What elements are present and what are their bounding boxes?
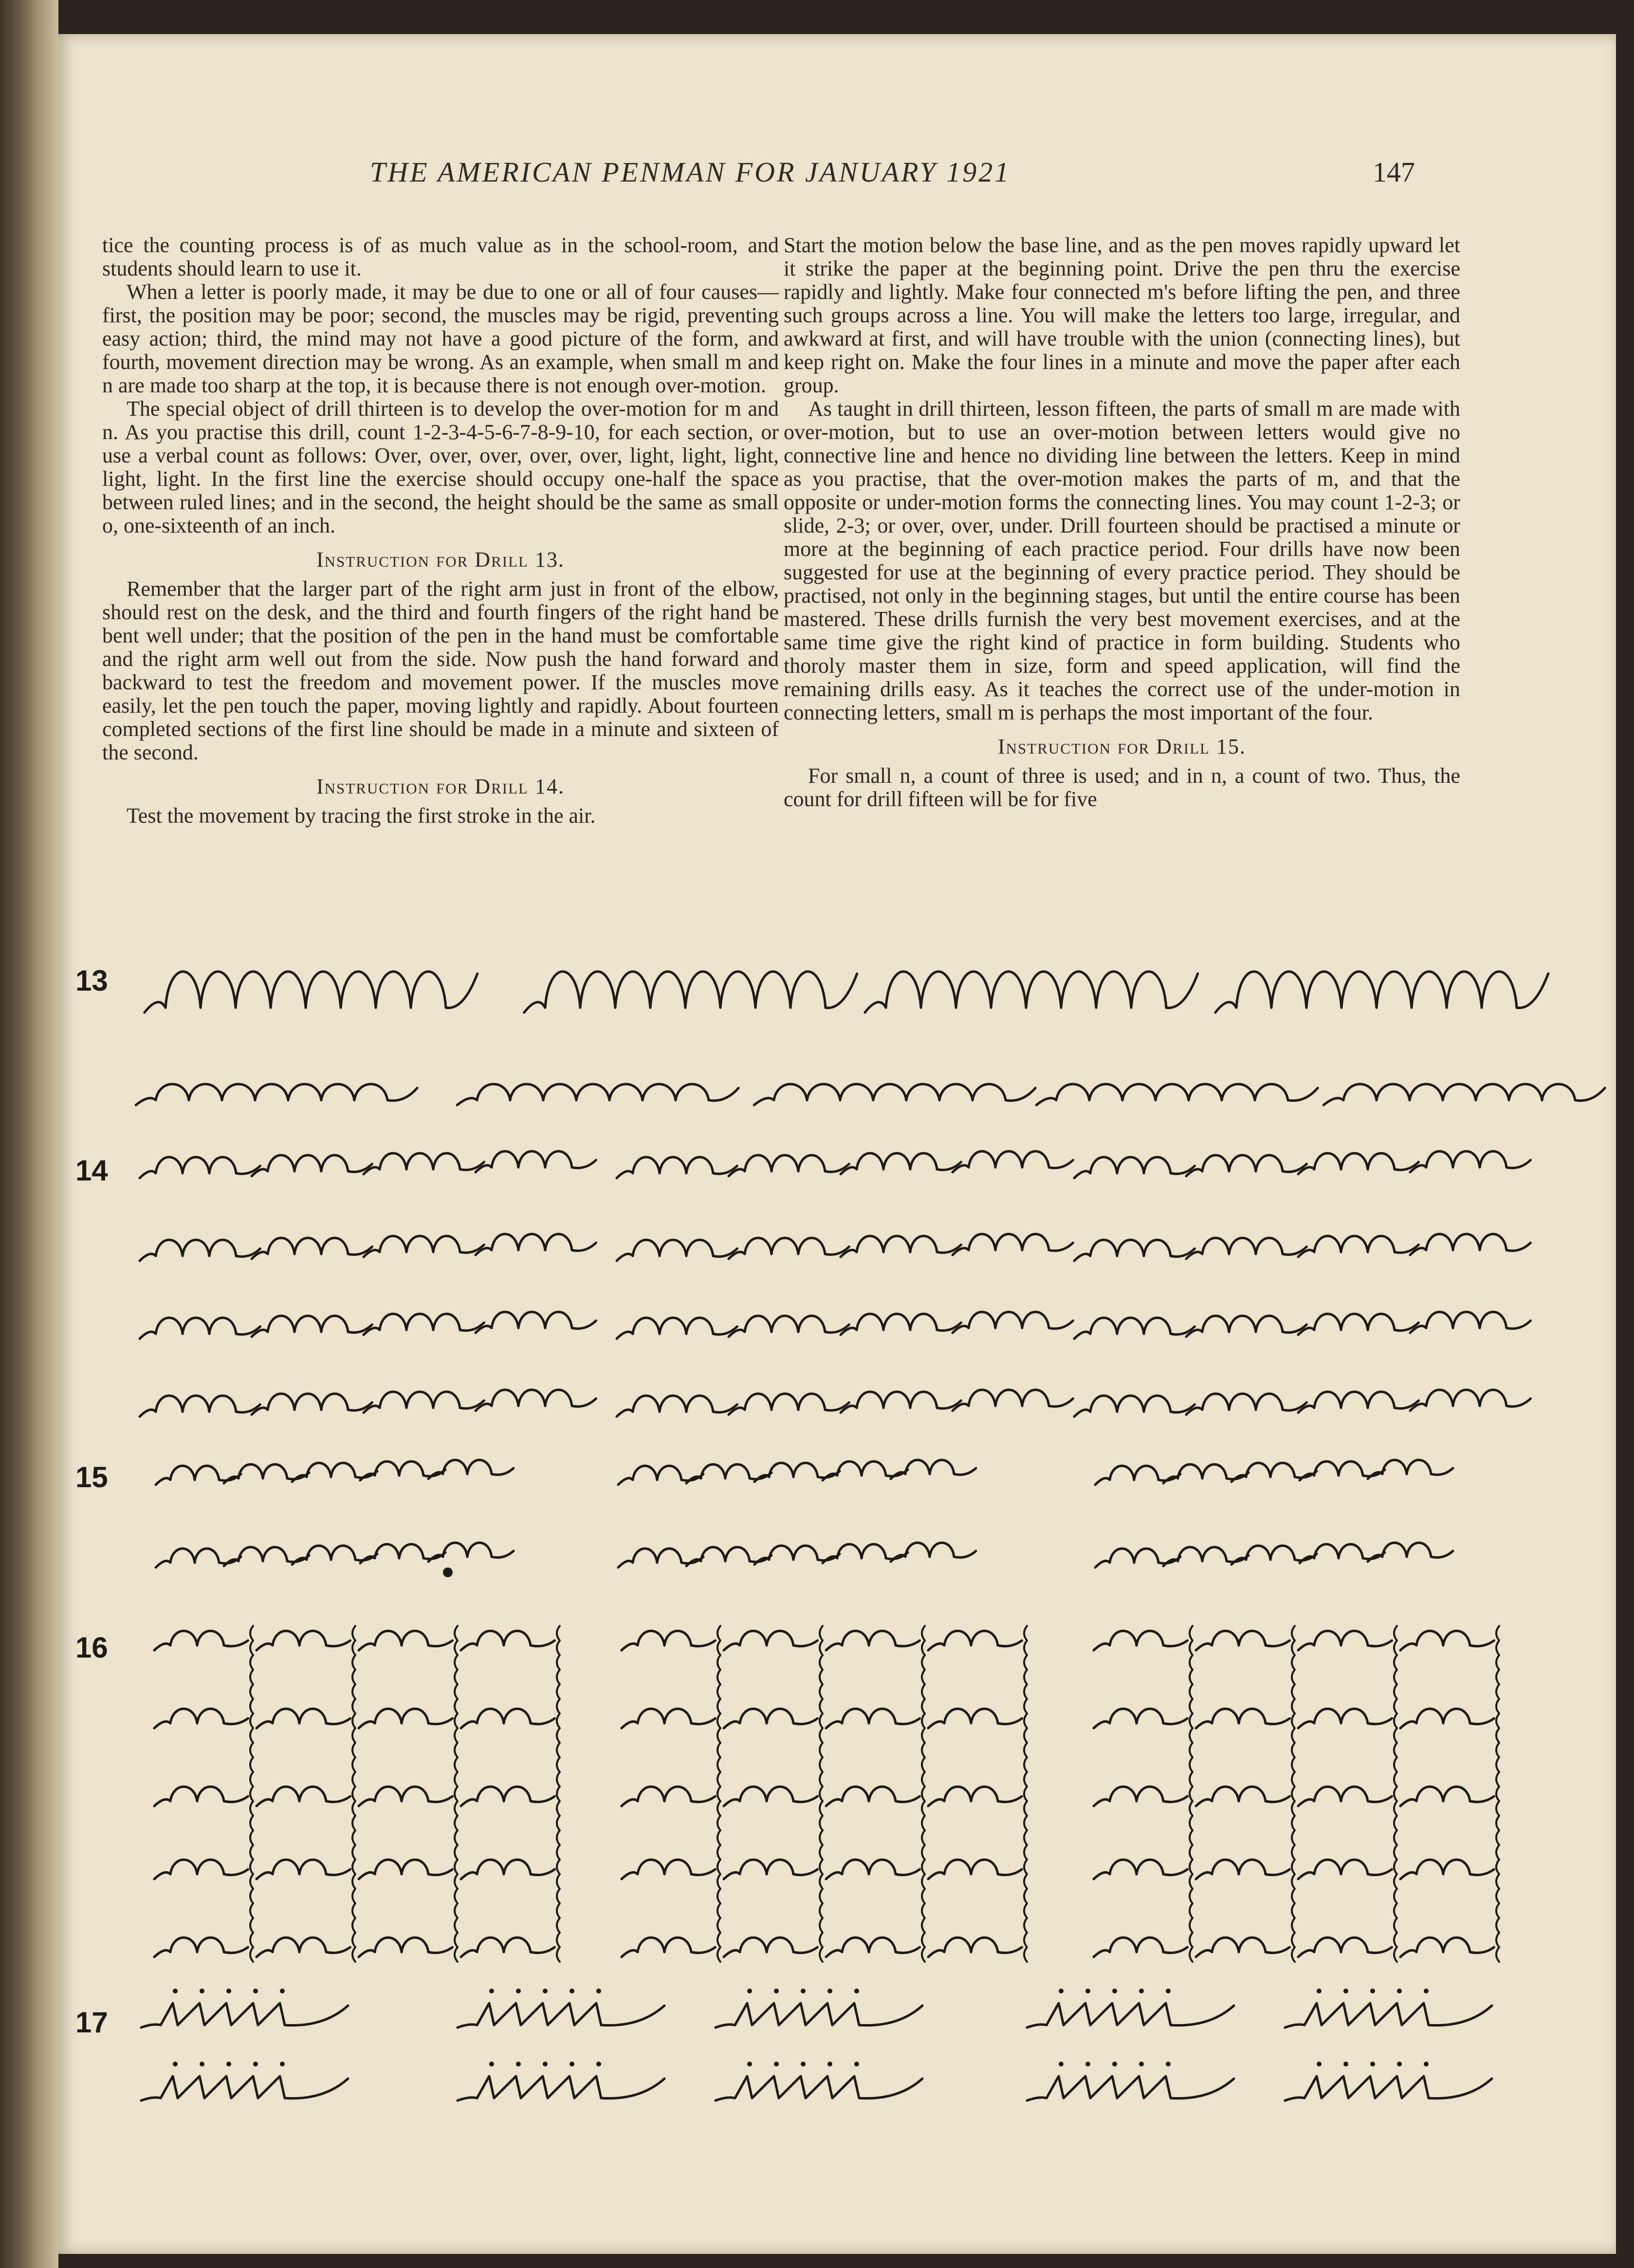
drill-14-letter	[841, 1314, 961, 1335]
paragraph: For small n, a count of three is used; and in n, a count of two. Thus, the count for drill fifteen will be for five	[784, 764, 1460, 811]
drill-14-letter	[476, 1151, 596, 1172]
i-dot	[516, 2062, 521, 2066]
i-dot	[1085, 2062, 1090, 2066]
drill-14-letter	[729, 1394, 849, 1415]
drill-14-letter	[1298, 1153, 1419, 1174]
drill-14-letter	[252, 1238, 372, 1259]
i-dot	[854, 1989, 859, 1993]
drill-16-letter	[724, 1787, 818, 1806]
page-number: 147	[1373, 156, 1415, 188]
i-dot	[1112, 1989, 1117, 1993]
drill-16-letter	[1298, 1787, 1392, 1806]
drill-16-letter	[826, 1937, 920, 1957]
i-dot	[1166, 1989, 1171, 1993]
drill-14-letter	[364, 1153, 484, 1174]
drill-16-connector	[1394, 1626, 1397, 1962]
drill-14-letter	[1074, 1396, 1195, 1417]
drill-16-letter	[622, 1787, 716, 1806]
i-dot	[1397, 1989, 1402, 1993]
drill-14-letter	[140, 1396, 260, 1417]
drill-16-letter	[359, 1860, 453, 1879]
drill-17-group	[1027, 2003, 1234, 2028]
drill-16-letter	[461, 1709, 555, 1728]
drill-16-connector	[1190, 1626, 1193, 1962]
drill-16-connector	[1496, 1626, 1499, 1962]
left-text-column	[102, 234, 779, 828]
drill-16-connector	[557, 1626, 560, 1962]
drill-16-letter	[1196, 1631, 1290, 1650]
drill-14-letter	[1186, 1394, 1307, 1415]
book-binding-edge	[0, 0, 58, 2268]
i-dot	[1397, 2062, 1402, 2066]
drill-13-group	[754, 1084, 1035, 1105]
paragraph: When a letter is poorly made, it may be due to one or all of four causes—first, the position may be poor; second, the muscles may be rigid, preventing easy action; third, the mind may not have a good picture of the form, and fourth, movement direction may be wrong. As an example, when small m and n are made too sharp at the top, it is because there is not enough over-motion.	[102, 280, 779, 397]
drill-15-letter	[1163, 1547, 1248, 1566]
i-dot	[854, 2062, 859, 2066]
i-dot	[1424, 2062, 1429, 2066]
drill-14-letter	[617, 1318, 737, 1339]
drill-16-letter	[1094, 1631, 1188, 1650]
ink-dot	[443, 1567, 453, 1577]
drill-16-letter	[826, 1631, 920, 1650]
drill-17-group	[458, 2003, 664, 2028]
drill-16-letter	[1196, 1860, 1290, 1879]
drill-16-letter	[724, 1937, 818, 1957]
i-dot	[801, 2062, 806, 2066]
i-dot	[543, 2062, 548, 2066]
drill-15-letter	[224, 1464, 309, 1483]
drill-15-letter	[360, 1461, 445, 1480]
drill-16-letter	[1196, 1937, 1290, 1957]
drill-16-letter	[928, 1860, 1022, 1879]
i-dot	[1370, 1989, 1375, 1993]
drill-16-connector	[352, 1626, 355, 1962]
drill-15-letter	[1231, 1546, 1317, 1565]
i-dot	[774, 1989, 779, 1993]
drill-13-group	[1215, 972, 1548, 1013]
i-dot	[543, 1989, 548, 1993]
drill-14-letter	[1186, 1316, 1307, 1337]
drill-14-letter	[1074, 1318, 1195, 1339]
drill-14-letter	[364, 1314, 484, 1335]
drill-14-letter	[140, 1157, 260, 1178]
drill-15-letter	[292, 1463, 377, 1482]
drill-15-letter	[823, 1544, 908, 1563]
drill-14-letter	[476, 1234, 596, 1255]
drill-16-letter	[1400, 1787, 1494, 1806]
drill-13-group	[1323, 1084, 1605, 1105]
drill-15-letter	[891, 1543, 976, 1562]
drill-15-letter	[428, 1460, 514, 1479]
drill-16-letter	[154, 1860, 248, 1879]
drill-16-letter	[622, 1631, 716, 1650]
drill-16-letter	[1400, 1709, 1494, 1728]
drill-14-letter	[1410, 1151, 1531, 1172]
drill-16-letter	[724, 1709, 818, 1728]
i-dot	[747, 1989, 752, 1993]
drill-15-letter	[1368, 1543, 1453, 1562]
drill-16-letter	[724, 1860, 818, 1879]
drill-14-letter	[364, 1236, 484, 1257]
drill-15-letter	[428, 1543, 514, 1562]
drill-14-letter	[1410, 1390, 1531, 1411]
drill-16-letter	[257, 1631, 350, 1650]
drill-label-14: 14	[75, 1154, 108, 1187]
i-dot	[596, 2062, 601, 2066]
drill-16-letter	[359, 1709, 453, 1728]
drill-16-letter	[154, 1937, 248, 1957]
drill-14-letter	[1298, 1392, 1419, 1413]
drill-14-letter	[476, 1390, 596, 1411]
drill-16-letter	[1094, 1937, 1188, 1957]
drill-label-17: 17	[75, 2006, 108, 2039]
drill-16-letter	[1400, 1631, 1494, 1650]
paragraph: Test the movement by tracing the first stroke in the air.	[127, 804, 596, 828]
drill-15-letter	[224, 1547, 309, 1566]
i-dot	[226, 2062, 231, 2066]
drill-14-letter	[841, 1236, 961, 1257]
drill-15-letter	[1163, 1464, 1248, 1483]
i-dot	[280, 2062, 285, 2066]
drill-16-letter	[1298, 1631, 1392, 1650]
drill-15-letter	[1095, 1466, 1180, 1485]
drill-15-letter	[292, 1546, 377, 1565]
i-dot	[516, 1989, 521, 1993]
right-text-column	[784, 234, 1460, 811]
i-dot	[1059, 1989, 1064, 1993]
drill-16-letter	[724, 1631, 818, 1650]
drill-15-letter	[1300, 1544, 1385, 1563]
drill-14-letter	[1074, 1240, 1195, 1261]
i-dot	[1112, 2062, 1117, 2066]
i-dot	[774, 2062, 779, 2066]
script-exercise-drawing	[58, 940, 1616, 2157]
drill-15-letter	[1300, 1461, 1385, 1480]
drill-16-letter	[928, 1631, 1022, 1650]
i-dot	[747, 2062, 752, 2066]
drill-14-letter	[729, 1316, 849, 1337]
i-dot	[569, 1989, 574, 1993]
drill-15-letter	[360, 1544, 445, 1563]
drill-16-letter	[461, 1631, 555, 1650]
drill-14-letter	[617, 1396, 737, 1417]
drill-13-group	[524, 972, 857, 1013]
drill-16-letter	[1094, 1860, 1188, 1879]
i-dot	[801, 1989, 806, 1993]
drill-16-letter	[154, 1709, 248, 1728]
i-dot	[489, 1989, 494, 1993]
i-dot	[226, 1989, 231, 1993]
section-heading: Instruction for Drill 14.	[316, 774, 565, 798]
drill-14-letter	[1186, 1155, 1307, 1176]
drill-16-letter	[622, 1709, 716, 1728]
drill-16-letter	[1298, 1709, 1392, 1728]
i-dot	[1166, 2062, 1171, 2066]
i-dot	[596, 1989, 601, 1993]
drill-15-letter	[754, 1546, 840, 1565]
drill-16-letter	[826, 1860, 920, 1879]
i-dot	[280, 1989, 285, 1993]
i-dot	[173, 2062, 178, 2066]
i-dot	[1343, 2062, 1348, 2066]
drill-16-letter	[359, 1787, 453, 1806]
section-heading: Instruction for Drill 13.	[316, 548, 565, 572]
drill-14-letter	[729, 1238, 849, 1259]
i-dot	[1343, 1989, 1348, 1993]
paragraph: As taught in drill thirteen, lesson fifteen, the parts of small m are made with over-motion, but to use an over-motion between letters would give no connective line and hence no dividing line between the letters. Keep in mind as you practise, that the over-motion makes the parts of m, and that the opposite or under-motion forms the connecting lines. You may count 1-2-3; or slide, 2-3; or over, over, under. Drill fourteen should be practised a minute or more at the beginning of each practice period. Four drills have now been suggested for use at the beginning of every practice period. They should be practised, not only in the beginning stages, but until the entire course has been mastered. These drills furnish the very best movement exercises, and at the same time give the right kind of practice in form building. Students who thoroly master them in size, form and speed application, will find the remaining drills easy. As it teaches the correct use of the under-motion in connecting letters, small m is perhaps the most important of the four.	[784, 397, 1460, 724]
paragraph: The special object of drill thirteen is to develop the over-motion for m and n. As you practise this drill, count 1-2-3-4-5-6-7-8-9-10, for each section, or use a verbal count as follows: Over, over, over, over, over, light, light, light, light, light. In the first line the exercise should occupy one-half the space between ruled lines; and in the second, the height should be the same as small o, one-sixteenth of an inch.	[102, 397, 779, 537]
drill-17-group	[716, 2003, 922, 2028]
i-dot	[1317, 2062, 1322, 2066]
drill-13-group	[457, 1084, 738, 1105]
drill-14-letter	[364, 1392, 484, 1413]
drill-14-letter	[841, 1392, 961, 1413]
drill-16-connector	[455, 1626, 458, 1962]
paragraph: tice the counting process is of as much value as in the school-room, and students should learn to use it.	[102, 233, 779, 280]
paragraph: Remember that the larger part of the right arm just in front of the elbow, should rest on the desk, and the third and fourth fingers of the right hand be bent well under; that the position of the pen in the hand must be comfortable and the right arm well out from the side. Now push the hand forward and backward to test the freedom and movement power. If the muscles move easily, let the pen touch the paper, moving lightly and rapidly. About fourteen completed sections of the first line should be made in a minute and sixteen of the second.	[102, 577, 779, 764]
i-dot	[569, 2062, 574, 2066]
drill-15-letter	[686, 1547, 771, 1566]
drill-15-letter	[618, 1466, 703, 1485]
drill-label-15: 15	[75, 1461, 108, 1494]
drill-14-letter	[252, 1394, 372, 1415]
drill-13-group	[145, 972, 477, 1013]
drill-16-letter	[1196, 1709, 1290, 1728]
i-dot	[1085, 1989, 1090, 1993]
drill-15-letter	[1368, 1460, 1453, 1479]
penmanship-drills	[58, 940, 1616, 2157]
drill-14-letter	[953, 1234, 1073, 1255]
drill-16-letter	[359, 1631, 453, 1650]
drill-13-group	[865, 972, 1198, 1013]
drill-16-letter	[257, 1787, 350, 1806]
drill-16-letter	[257, 1937, 350, 1957]
drill-15-letter	[156, 1549, 241, 1567]
drill-14-letter	[476, 1312, 596, 1333]
i-dot	[1059, 2062, 1064, 2066]
drill-14-letter	[841, 1153, 961, 1174]
drill-15-letter	[1231, 1463, 1317, 1482]
drill-14-letter	[1298, 1314, 1419, 1335]
drill-16-letter	[1400, 1937, 1494, 1957]
drill-16-letter	[1094, 1709, 1188, 1728]
i-dot	[253, 1989, 258, 1993]
drill-16-letter	[928, 1937, 1022, 1957]
i-dot	[200, 1989, 204, 1993]
drill-17-group	[716, 2076, 922, 2101]
drill-15-letter	[891, 1460, 976, 1479]
drill-16-letter	[1400, 1860, 1494, 1879]
drill-14-letter	[1410, 1234, 1531, 1255]
drill-14-letter	[617, 1240, 737, 1261]
i-dot	[200, 2062, 204, 2066]
drill-14-letter	[1074, 1157, 1195, 1178]
section-heading: Instruction for Drill 15.	[998, 735, 1246, 758]
drill-16-letter	[1298, 1860, 1392, 1879]
drill-14-letter	[617, 1157, 737, 1178]
drill-14-letter	[140, 1240, 260, 1261]
drill-14-letter	[252, 1155, 372, 1176]
drill-14-letter	[1410, 1312, 1531, 1333]
drill-14-letter	[252, 1316, 372, 1337]
i-dot	[1317, 1989, 1322, 1993]
drill-17-group	[1285, 2003, 1492, 2028]
drill-16-connector	[1292, 1626, 1295, 1962]
drill-15-letter	[618, 1549, 703, 1567]
drill-label-16: 16	[75, 1631, 108, 1664]
drill-16-letter	[1094, 1787, 1188, 1806]
drill-16-letter	[461, 1787, 555, 1806]
drill-16-connector	[820, 1626, 823, 1962]
i-dot	[827, 2062, 832, 2066]
i-dot	[1424, 1989, 1429, 1993]
drill-17-group	[1285, 2076, 1492, 2101]
drill-14-letter	[953, 1312, 1073, 1333]
drill-15-letter	[156, 1466, 241, 1485]
drill-14-letter	[1186, 1238, 1307, 1259]
drill-16-letter	[154, 1787, 248, 1806]
drill-label-13: 13	[75, 964, 108, 997]
drill-16-letter	[461, 1937, 555, 1957]
drill-15-letter	[754, 1463, 840, 1482]
drill-13-group	[136, 1084, 417, 1105]
i-dot	[827, 1989, 832, 1993]
drill-15-letter	[823, 1461, 908, 1480]
drill-16-letter	[826, 1709, 920, 1728]
i-dot	[489, 2062, 494, 2066]
drill-15-letter	[1095, 1549, 1180, 1567]
drill-16-letter	[622, 1860, 716, 1879]
drill-16-letter	[257, 1709, 350, 1728]
drill-14-letter	[953, 1390, 1073, 1411]
drill-16-letter	[826, 1787, 920, 1806]
drill-17-group	[141, 2076, 348, 2101]
drill-15-letter	[686, 1464, 771, 1483]
drill-16-letter	[928, 1787, 1022, 1806]
i-dot	[173, 1989, 178, 1993]
drill-16-letter	[154, 1631, 248, 1650]
magazine-page	[58, 34, 1616, 2254]
drill-16-letter	[359, 1937, 453, 1957]
drill-14-letter	[953, 1151, 1073, 1172]
drill-17-group	[141, 2003, 348, 2028]
i-dot	[1139, 1989, 1144, 1993]
drill-16-letter	[461, 1860, 555, 1879]
i-dot	[1370, 2062, 1375, 2066]
drill-14-letter	[1298, 1236, 1419, 1257]
drill-16-letter	[1196, 1787, 1290, 1806]
drill-14-letter	[140, 1318, 260, 1339]
drill-16-connector	[250, 1626, 253, 1962]
drill-16-connector	[1024, 1626, 1027, 1962]
drill-16-connector	[922, 1626, 925, 1962]
drill-16-letter	[622, 1937, 716, 1957]
drill-17-group	[1027, 2076, 1234, 2101]
running-title: THE AMERICAN PENMAN FOR JANUARY 1921	[370, 156, 1011, 188]
i-dot	[253, 2062, 258, 2066]
drill-13-group	[1036, 1084, 1318, 1105]
paragraph: Start the motion below the base line, and as the pen moves rapidly upward let it strike the paper at the beginning point. Drive the pen thru the exercise rapidly and lightly. Make four connected m's before lifting the pen, and three such groups across a line. You will make the letters too large, irregular, and awkward at first, and will have trouble with the union (connecting lines), but keep right on. Make the four lines in a minute and move the paper after each group.	[784, 233, 1460, 397]
drill-17-group	[458, 2076, 664, 2101]
drill-16-letter	[1298, 1937, 1392, 1957]
drill-16-letter	[257, 1860, 350, 1879]
i-dot	[1139, 2062, 1144, 2066]
drill-16-letter	[928, 1709, 1022, 1728]
drill-16-connector	[717, 1626, 720, 1962]
drill-14-letter	[729, 1155, 849, 1176]
